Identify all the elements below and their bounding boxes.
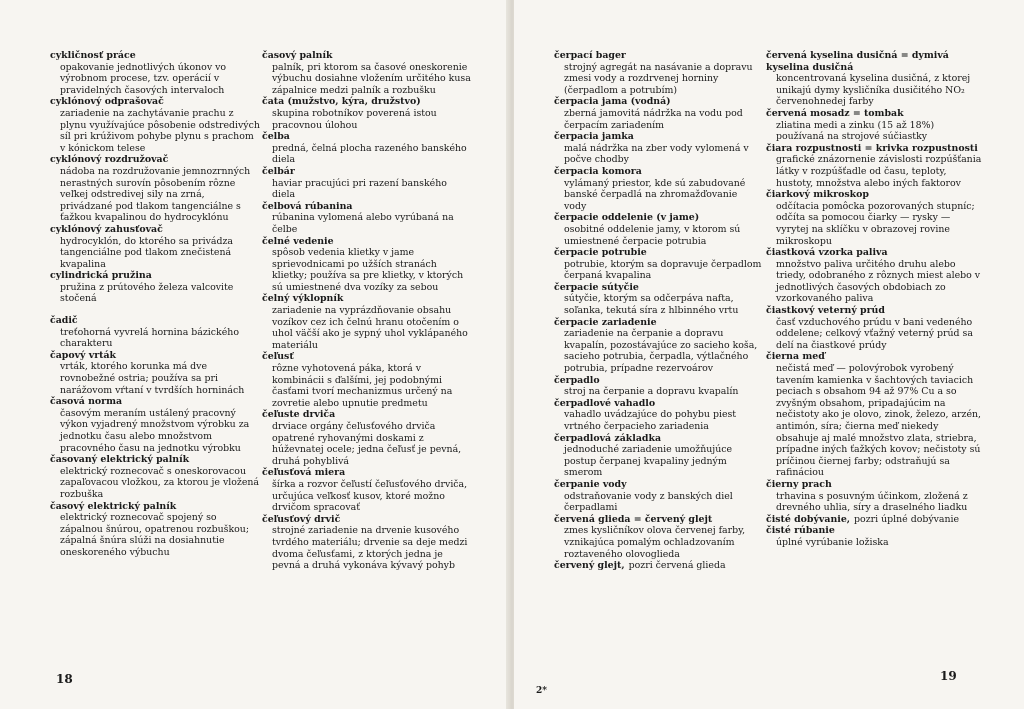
entry-term: červená glieda = červený glejt — [554, 513, 713, 525]
entry-definition: vylámaný priestor, kde sú zabudované banské čerpadlá na zhromažďovanie vody — [564, 177, 746, 212]
entry-definition: koncentrovaná kyselina dusičná, z ktorej unikajú dymy kysličníka dusičitého NO₂ červenohnedej farby — [776, 73, 971, 108]
entry-gap — [50, 305, 260, 315]
entry-term: čerpadlové vahadlo — [554, 397, 656, 409]
entry-definition: zliatina medi a zinku (15 až 18%) používaná na strojové súčiastky — [776, 119, 935, 143]
entry-definition: nádoba na rozdružovanie jemnozrnných nerastných surovín pôsobením rôzne veľkej odstredivej sily na zrná, privádzané pod tlakom tangenciálne s ťažkou kvapalinou do hydrocyklónu — [60, 165, 251, 224]
glossary-entry — [50, 50, 260, 96]
entry-definition: zariadenie na vyprázdňovanie obsahu vozíkov cez ich čelnú hranu otočením o uhol väčší ako je sypný uhol vyklápaného materiálu — [272, 305, 468, 351]
entry-definition: zmes kysličníkov olova červenej farby, vznikajúca pomalým ochladzovaním roztaveného olovoglieda — [564, 525, 746, 560]
entry-term: čerpacia komora — [554, 165, 642, 177]
entry-term: čisté dobývanie, — [766, 513, 851, 525]
entry-term: čierna meď — [766, 351, 825, 363]
glossary-entry — [766, 525, 982, 548]
entry-definition: trhavina s posuvným účinkom, zložená z drevného uhlia, síry a draselného liadku — [776, 490, 968, 514]
glossary-entry — [766, 351, 982, 479]
entry-term: čelné vedenie — [262, 235, 334, 247]
glossary-entry — [262, 201, 472, 236]
glossary-entry — [766, 143, 982, 189]
entry-definition: osobitné oddelenie jamy, v ktorom sú umiestnené čerpacie potrubia — [564, 223, 741, 247]
glossary-entry — [50, 224, 260, 270]
entry-term: cylindrická pružina — [50, 270, 152, 282]
glossary-entry — [766, 479, 982, 514]
entry-definition: časť vzduchového prúdu v bani vedeného oddelene; celkový vťažný veterný prúd sa delí na čiastkové prúdy — [776, 316, 973, 351]
entry-term: čata (mužstvo, kýra, družstvo) — [262, 96, 421, 108]
entry-term: cyklónový zahusťovač — [50, 223, 163, 235]
glossary-entry — [50, 96, 260, 154]
entry-definition: grafické znázornenie závislosti rozpúšťania látky v rozpúšťadle od času, teploty, hustoty, množstva alebo iných faktorov — [776, 154, 982, 189]
entry-definition: elektrický roznecovač s oneskorovacou zapaľovacou vložkou, za ktorou je vložená rozbuška — [60, 465, 259, 500]
left-column-2 — [262, 50, 472, 572]
entry-definition: pružina z prútového železa valcovite stočená — [60, 281, 234, 305]
entry-term: čerpacia jamka — [554, 131, 634, 143]
glossary-entry — [554, 375, 762, 398]
entry-definition: malá nádržka na zber vody vylomená v počve chodby — [564, 142, 749, 166]
entry-definition: drviace orgány čeľusťového drviča opatrené ryhovanými doskami z húževnatej ocele; jedna čeľusť je pevná, druhá pohyblivá — [272, 421, 462, 467]
entry-definition: predná, čelná plocha razeného banského diela — [272, 142, 467, 166]
entry-term: časový palník — [262, 50, 333, 61]
glossary-entry — [554, 247, 762, 282]
signature-mark: 2* — [536, 686, 547, 696]
glossary-entry — [554, 50, 762, 96]
entry-term: červená mosadz = tombak — [766, 107, 904, 119]
glossary-entry — [262, 467, 472, 513]
entry-definition: skupina robotníkov poverená istou pracovnou úlohou — [272, 107, 437, 131]
entry-term: čiastkový veterný prúd — [766, 305, 885, 317]
entry-definition: vrták, ktorého korunka má dve rovnobežné ostria; používa sa pri narážovom vŕtaní v tvrdších horninách — [60, 361, 245, 396]
glossary-entry — [262, 236, 472, 294]
entry-definition: rôzne vyhotovená páka, ktorá v kombinácii s ďalšími, jej podobnými časťami tvorí mechanizmus určený na zovretie alebo upnutie predmetu — [272, 363, 453, 409]
glossary-entry — [50, 154, 260, 224]
glossary-entry — [262, 166, 472, 201]
entry-term: čelba — [262, 131, 290, 143]
entry-term: čiastková vzorka paliva — [766, 247, 888, 259]
entry-definition: jednoduché zariadenie umožňujúce postup čerpanej kvapaliny jedným smerom — [564, 444, 733, 479]
glossary-entry — [766, 50, 982, 108]
entry-term: cyklónový rozdružovač — [50, 154, 169, 166]
glossary-entry — [554, 166, 762, 212]
entry-definition: množstvo paliva určitého druhu alebo triedy, odobraného z rôznych miest alebo v jednotlivých časových obdobiach zo vzorkovaného paliva — [776, 258, 981, 305]
right-page — [514, 0, 1024, 709]
glossary-entry — [554, 96, 762, 131]
entry-term: červený glejt, — [554, 560, 625, 572]
entry-term: čerpacie potrubie — [554, 247, 647, 259]
entry-definition: opakovanie jednotlivých úkonov vo výrobnom procese, tzv. operácií v pravidelných časových intervaloch — [60, 61, 227, 96]
entry-term: čelbová rúbanina — [262, 200, 353, 212]
glossary-entry — [50, 396, 260, 454]
entry-term: čierny prach — [766, 478, 832, 490]
glossary-entry — [554, 317, 762, 375]
entry-definition: treťohorná vyvrelá hornina bázického charakteru — [60, 326, 239, 350]
entry-term: čadič — [50, 315, 78, 327]
glossary-entry — [554, 282, 762, 317]
entry-term: čapový vrták — [50, 349, 117, 361]
glossary-entry — [554, 479, 762, 514]
glossary-entry — [262, 131, 472, 166]
glossary-entry — [766, 189, 982, 247]
glossary-entry — [262, 351, 472, 409]
entry-term: časovaný elektrický palník — [50, 454, 190, 466]
glossary-entry — [262, 514, 472, 572]
left-page — [0, 0, 510, 709]
glossary-entry — [766, 305, 982, 351]
entry-term: čerpadlová základka — [554, 432, 662, 444]
entry-definition: nečistá meď — polovýrobok vyrobený tavením kamienka v šachtových taviacich peciach s obsahom 94 až 97% Cu a so zvyšným obsahom, pripadajúcim na nečistoty ako je olovo, zinok, železo, arzén, antimón, síra; čierna meď niekedy obsahuje aj malé množstvo zlata, striebra, prípadne iných ťažkých kovov; nečistoty sú príčinou čiernej farby; odstraňujú sa rafináciou — [776, 363, 982, 479]
glossary-entry — [554, 131, 762, 166]
entry-definition: pozri červená glieda — [628, 560, 726, 572]
entry-term: čeľuste drviča — [262, 409, 336, 421]
entry-term: časový elektrický palník — [50, 500, 177, 512]
entry-definition: hydrocyklón, do ktorého sa privádza tangenciálne pod tlakom znečistená kvapalina — [60, 235, 234, 270]
right-column-2 — [766, 50, 982, 549]
entry-definition: strojný agregát na nasávanie a dopravu zmesi vody a rozdrvenej horniny (čerpadlom a potrubím) — [564, 61, 753, 96]
entry-definition: šírka a rozvor čeľustí čeľusťového drviča, určujúca veľkosť kusov, ktoré možno drvičom spracovať — [272, 478, 468, 514]
glossary-entry — [766, 247, 982, 305]
entry-definition: úplné vyrúbanie ložiska — [776, 536, 889, 548]
entry-definition: časovým meraním ustálený pracovný výkon vyjadrený množstvom výrobku za jednotku času alebo množstvom pracovného času na jednotku výrobku — [60, 407, 250, 454]
entry-term: čisté rúbanie — [766, 525, 835, 537]
entry-term: čelbár — [262, 165, 295, 177]
entry-term: čerpací bager — [554, 50, 626, 61]
entry-term: čeľusťová miera — [262, 467, 346, 479]
entry-term: cyklónový odprašovač — [50, 96, 164, 108]
glossary-entry — [766, 108, 982, 143]
glossary-entry — [262, 96, 472, 131]
entry-term: čiarkový mikroskop — [766, 189, 869, 201]
glossary-entry — [50, 315, 260, 350]
glossary-entry — [554, 433, 762, 479]
entry-definition: rúbanina vylomená alebo vyrúbaná na čelbe — [272, 212, 454, 235]
entry-definition: haviar pracujúci pri razení banského diela — [272, 177, 447, 201]
entry-term: čiara rozpustnosti = krivka rozpustnosti — [766, 142, 978, 154]
entry-definition: odčítacia pomôcka pozorovaných stupníc; odčíta sa pomocou čiarky — rysky — vyrytej na sklíčku v obrazovej rovine mikroskopu — [776, 200, 975, 247]
entry-term: čerpacie zariadenie — [554, 316, 657, 328]
glossary-entry — [554, 212, 762, 247]
entry-term: čelný výklopník — [262, 293, 344, 305]
left-page-number: 18 — [56, 672, 73, 686]
right-column-1 — [554, 50, 762, 572]
entry-term: čerpacia jama (vodná) — [554, 96, 671, 108]
entry-definition: zariadenie na zachytávanie prachu z plynu využívajúce pôsobenie odstredivých síl pri krúživom pohybe plynu s prachom v kónickom telese — [60, 107, 260, 154]
glossary-entry — [554, 514, 762, 560]
entry-term: časová norma — [50, 396, 123, 408]
entry-definition: potrubie, ktorým sa dopravuje čerpadlom čerpaná kvapalina — [564, 258, 762, 282]
glossary-entry — [50, 270, 260, 305]
glossary-entry — [50, 350, 260, 396]
glossary-entry — [50, 454, 260, 500]
entry-term: čerpacie oddelenie (v jame) — [554, 212, 700, 224]
glossary-entry — [554, 560, 762, 572]
entry-term: čerpadlo — [554, 374, 600, 386]
entry-term: čeľusť — [262, 351, 294, 363]
glossary-entry — [554, 398, 762, 433]
left-column-1 — [50, 50, 260, 559]
entry-definition: sútyčie, ktorým sa odčerpáva nafta, soľanka, tekutá síra z hlbinného vrtu — [564, 293, 739, 317]
glossary-entry — [262, 409, 472, 467]
entry-term: čeľusťový drvič — [262, 513, 341, 525]
glossary-entry — [50, 501, 260, 559]
entry-definition: strojné zariadenie na drvenie kusového tvrdého materiálu; drvenie sa deje medzi dvoma čeľusťami, z ktorých jedna je pevná a druhá vykonáva kývavý pohyb — [272, 525, 468, 572]
entry-definition: palník, pri ktorom sa časové oneskorenie výbuchu dosiahne vložením určitého kusa zápalnice medzi palník a rozbušku — [272, 61, 471, 96]
entry-term: cykličnosť práce — [50, 50, 136, 61]
entry-definition: stroj na čerpanie a dopravu kvapalín — [564, 386, 739, 398]
entry-term: čerpanie vody — [554, 478, 627, 490]
right-page-number: 19 — [940, 669, 957, 683]
entry-definition: pozri úplné dobývanie — [854, 513, 960, 525]
entry-definition: odstraňovanie vody z banských diel čerpadlami — [564, 490, 733, 514]
glossary-entry — [766, 514, 982, 526]
entry-term: čerpacie sútyčie — [554, 281, 639, 293]
entry-definition: zariadenie na čerpanie a dopravu kvapalín, pozostávajúce zo sacieho koša, sacieho potrubia, čerpadla, výtlačného potrubia, prípadne rezervoárov — [564, 328, 758, 375]
entry-definition: vahadlo uvádzajúce do pohybu piest vrtného čerpacieho zariadenia — [564, 409, 737, 432]
entry-definition: zberná jamovitá nádržka na vodu pod čerpacím zariadením — [564, 107, 743, 131]
glossary-entry — [262, 50, 472, 96]
glossary-entry — [262, 293, 472, 351]
entry-definition: elektrický roznecovač spojený so zápalnou šnúrou, opatrenou rozbuškou; zápalná šnúra slúži na dosiahnutie oneskoreného výbuchu — [60, 512, 249, 558]
entry-term: červená kyselina dusičná = dymivá kyselina dusičná — [766, 50, 949, 73]
entry-definition: spôsob vedenia klietky v jame sprievodnicami po užších stranách klietky; používa sa pre klietky, v ktorých sú umiestnené dva vozíky za sebou — [272, 247, 464, 293]
